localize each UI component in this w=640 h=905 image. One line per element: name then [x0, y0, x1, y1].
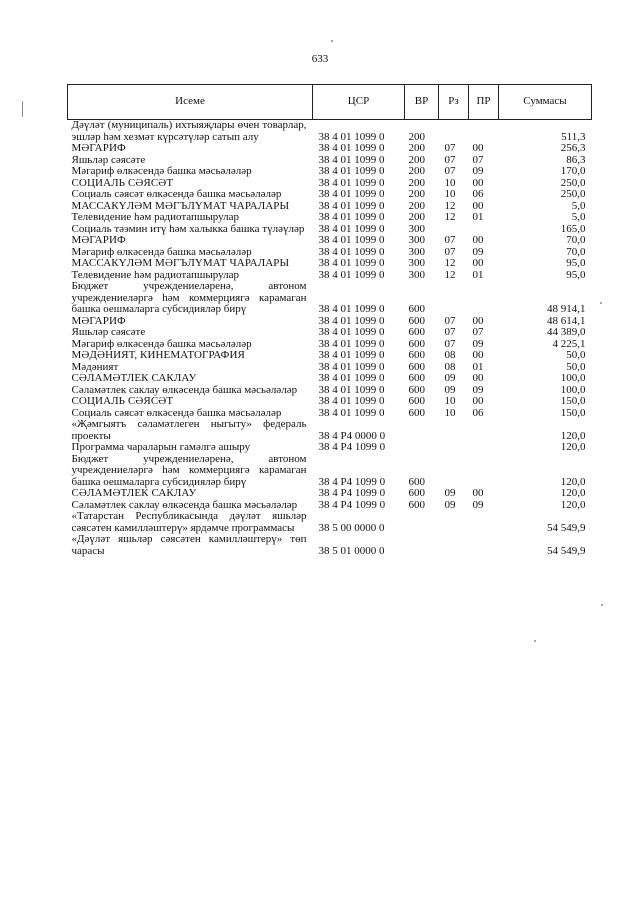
cell-rz: 09 [444, 383, 456, 396]
cell-csr: 38 4 01 1099 0 [318, 199, 385, 212]
cell-pr: 01 [472, 360, 484, 373]
table-row [68, 442, 592, 454]
cell-sum: 150,0 [560, 406, 586, 419]
table-row [68, 235, 592, 247]
cell-csr: 38 4 01 1099 0 [318, 349, 385, 361]
cell-sum: 50,0 [566, 349, 586, 361]
column-header-vr: ВР [405, 85, 439, 120]
scan-speck [22, 101, 23, 117]
cell-vr: 600 [408, 314, 425, 327]
cell-rz: 09 [444, 372, 456, 384]
cell-csr: 38 4 01 1099 0 [318, 165, 385, 177]
budget-table [67, 84, 592, 557]
cell-sum: 5,0 [571, 211, 586, 223]
cell-name: Дәүләт (муниципаль) ихтыяҗлары өчен товарлар, эшләр һәм хезмәт күрсәтүләр сатып алу [71, 119, 307, 143]
cell-pr [469, 281, 499, 316]
cell-sum: 120,0 [560, 475, 586, 488]
cell-vr: 600 [408, 349, 425, 361]
cell-vr: 600 [408, 395, 425, 407]
cell-csr: 38 4 01 1099 0 [318, 372, 385, 384]
table-row [68, 488, 592, 500]
cell-rz: 08 [444, 349, 456, 361]
cell-vr: 600 [408, 475, 425, 488]
cell-sum: 70,0 [566, 245, 586, 258]
cell-sum: 48 614,1 [547, 314, 586, 327]
cell-rz: 07 [444, 142, 456, 154]
cell-rz: 10 [444, 188, 456, 200]
cell-rz: 10 [444, 176, 456, 189]
cell-pr [469, 120, 499, 144]
cell-vr [405, 534, 439, 557]
cell-rz: 07 [444, 165, 456, 177]
cell-csr: 38 4 Р4 1099 0 [318, 441, 386, 453]
cell-pr [469, 419, 499, 442]
cell-sum: 120,0 [560, 429, 586, 442]
cell-name: МӘГАРИФ [71, 314, 126, 327]
cell-sum: 5,0 [571, 199, 586, 212]
cell-sum: 256,3 [560, 142, 586, 154]
cell-csr: 38 4 01 1099 0 [318, 383, 385, 396]
cell-csr: 38 4 Р4 1099 0 [318, 498, 386, 511]
cell-name: Социаль сәясәт өлкәсендә башка мәсьәләләр [71, 406, 282, 419]
cell-rz: 07 [444, 314, 456, 327]
cell-rz [439, 442, 469, 454]
cell-name: СӘЛАМӘТЛЕК САКЛАУ [71, 487, 197, 499]
cell-rz [439, 419, 469, 442]
cell-name: «Дәүләт яшьләр сәясәтен камилләштерү» төп чарасы [71, 533, 307, 557]
cell-pr: 00 [472, 395, 484, 407]
cell-name: МӘДӘНИЯТ, КИНЕМАТОГРАФИЯ [71, 349, 245, 361]
table-row [68, 350, 592, 362]
cell-rz: 07 [444, 153, 456, 166]
table-row [68, 212, 592, 224]
cell-pr: 00 [472, 257, 484, 269]
cell-vr: 200 [408, 211, 425, 223]
cell-sum: 120,0 [560, 498, 586, 511]
cell-rz: 07 [444, 326, 456, 338]
cell-name: Мәгариф өлкәсендә башка мәсьәләләр [71, 245, 252, 258]
cell-sum: 86,3 [566, 153, 586, 166]
cell-pr [469, 442, 499, 454]
cell-csr: 38 4 01 1099 0 [318, 142, 385, 154]
cell-csr: 38 4 01 1099 0 [318, 234, 385, 246]
table-body [68, 120, 592, 558]
column-header-csr: ЦСР [313, 85, 405, 120]
cell-rz [439, 511, 469, 534]
cell-name: Социаль сәясәт өлкәсендә башка мәсьәләләр [71, 188, 282, 200]
cell-name: Социаль тәэмин итү һәм халыкка башка түләүләр [71, 222, 305, 235]
column-header-sum: Суммасы [499, 85, 592, 120]
cell-sum: 170,0 [560, 165, 586, 177]
column-header-pr: ПР [469, 85, 499, 120]
cell-csr: 38 4 01 1099 0 [318, 188, 385, 200]
scan-speck [600, 302, 602, 304]
cell-name: МАССАКҮЛӘМ МӘГЪЛҮМАТ ЧАРАЛАРЫ [71, 199, 290, 212]
cell-pr: 06 [472, 406, 484, 419]
cell-rz [439, 120, 469, 144]
cell-pr: 00 [472, 142, 484, 154]
cell-vr: 300 [408, 234, 425, 246]
cell-rz: 07 [444, 234, 456, 246]
cell-pr: 09 [472, 383, 484, 396]
cell-name: СОЦИАЛЬ СӘЯСӘТ [71, 395, 174, 407]
cell-name: Бюджет учреждениеләренә, автоном учреждениеләргә һәм коммерциягә карамаган башка оешмаларга субсидияләр бирү [71, 280, 307, 315]
cell-rz: 07 [444, 337, 456, 350]
cell-name: Сәламәтлек саклау өлкәсендә башка мәсьәләләр [71, 498, 298, 511]
cell-pr: 00 [472, 372, 484, 384]
cell-sum: 54 549,9 [547, 521, 586, 534]
cell-csr: 38 4 01 1099 0 [318, 314, 385, 327]
column-header-rz: Рз [439, 85, 469, 120]
cell-vr: 600 [408, 406, 425, 419]
cell-vr: 200 [408, 176, 425, 189]
cell-vr: 600 [408, 383, 425, 396]
cell-sum: 70,0 [566, 234, 586, 246]
cell-csr: 38 4 Р4 1099 0 [318, 487, 386, 499]
table-row [68, 143, 592, 155]
table-header-row [68, 85, 592, 120]
cell-name: СОЦИАЛЬ СӘЯСӘТ [71, 176, 174, 189]
cell-sum: 54 549,9 [547, 544, 586, 557]
cell-name: Бюджет учреждениеләренә, автоном учреждениеләргә һәм коммерциягә карамаган башка оешмаларга субсидияләр бирү [71, 452, 307, 488]
cell-vr: 600 [408, 372, 425, 384]
cell-sum: 150,0 [560, 395, 586, 407]
cell-pr: 09 [472, 245, 484, 258]
table-row [68, 373, 592, 385]
cell-pr: 09 [472, 165, 484, 177]
cell-sum: 95,0 [566, 268, 586, 281]
cell-vr: 600 [408, 337, 425, 350]
cell-rz [439, 454, 469, 489]
cell-csr: 38 4 01 1099 0 [318, 268, 385, 281]
cell-csr: 38 4 01 1099 0 [318, 326, 385, 338]
cell-pr [469, 534, 499, 557]
cell-vr: 600 [408, 303, 425, 315]
cell-name: Яшьләр сәясәте [71, 153, 146, 166]
cell-sum: 120,0 [560, 441, 586, 453]
cell-pr: 00 [472, 199, 484, 212]
table-row [68, 419, 592, 442]
cell-rz [439, 534, 469, 557]
cell-pr: 01 [472, 211, 484, 223]
cell-name: Яшьләр сәясәте [71, 326, 146, 338]
cell-vr [405, 442, 439, 454]
cell-vr: 600 [408, 326, 425, 338]
cell-sum: 48 914,1 [547, 303, 586, 315]
table-row [68, 534, 592, 557]
cell-csr: 38 4 01 1099 0 [318, 245, 385, 258]
cell-vr: 200 [408, 199, 425, 212]
cell-rz: 09 [444, 487, 456, 499]
cell-csr: 38 4 01 1099 0 [318, 222, 385, 235]
cell-name: МӘГАРИФ [71, 234, 126, 246]
cell-csr: 38 4 01 1099 0 [318, 303, 385, 315]
cell-vr: 200 [408, 153, 425, 166]
cell-csr: 38 4 Р4 1099 0 [318, 475, 386, 488]
cell-csr: 38 4 01 1099 0 [318, 211, 385, 223]
cell-pr: 00 [472, 487, 484, 499]
cell-pr: 09 [472, 337, 484, 350]
cell-name: МӘГАРИФ [71, 142, 126, 154]
cell-vr: 200 [408, 188, 425, 200]
cell-vr: 300 [408, 245, 425, 258]
cell-rz: 12 [444, 211, 456, 223]
cell-pr: 00 [472, 234, 484, 246]
cell-rz: 12 [444, 268, 456, 281]
cell-name: МАССАКҮЛӘМ МӘГЪЛҮМАТ ЧАРАЛАРЫ [71, 257, 290, 269]
cell-rz: 08 [444, 360, 456, 373]
cell-pr: 07 [472, 326, 484, 338]
cell-vr [405, 511, 439, 534]
cell-sum: 250,0 [560, 176, 586, 189]
cell-name: Сәламәтлек саклау өлкәсендә башка мәсьәләләр [71, 383, 298, 396]
cell-csr: 38 4 01 1099 0 [318, 406, 385, 419]
table-row [68, 454, 592, 489]
cell-vr: 600 [408, 360, 425, 373]
cell-name: Телевидение һәм радиотапшырулар [71, 268, 240, 281]
table-row [68, 327, 592, 339]
table-row [68, 281, 592, 316]
cell-sum: 165,0 [560, 222, 586, 235]
cell-sum: 100,0 [560, 372, 586, 384]
cell-name: «Җәмгыятъ сәламәтлеген ныгыту» федераль проекты [71, 418, 307, 442]
cell-vr [405, 419, 439, 442]
cell-pr: 01 [472, 268, 484, 281]
cell-vr: 200 [408, 165, 425, 177]
cell-rz [439, 281, 469, 316]
cell-vr: 600 [408, 498, 425, 511]
cell-sum: 95,0 [566, 257, 586, 269]
cell-pr [469, 454, 499, 489]
column-header-name: Исеме [68, 85, 313, 120]
cell-csr: 38 5 00 0000 0 [318, 521, 385, 534]
cell-sum: 100,0 [560, 383, 586, 396]
table-row [68, 166, 592, 178]
cell-sum: 50,0 [566, 360, 586, 373]
cell-csr: 38 4 01 1099 0 [318, 153, 385, 166]
scan-speck [534, 640, 536, 642]
cell-csr: 38 4 01 1099 0 [318, 257, 385, 269]
cell-pr: 09 [472, 498, 484, 511]
table-row [68, 258, 592, 270]
cell-csr: 38 4 01 1099 0 [318, 360, 385, 373]
cell-name: Мәгариф өлкәсендә башка мәсьәләләр [71, 337, 252, 350]
cell-csr: 38 4 01 1099 0 [318, 395, 385, 407]
page-number: 633 [311, 53, 329, 65]
cell-rz: 10 [444, 406, 456, 419]
cell-csr: 38 4 01 1099 0 [318, 176, 385, 189]
cell-name: «Татарстан Республикасында дәүләт яшьләр сәясәтен камилләштерү» ярдәмче программасы [71, 510, 307, 534]
scan-speck [601, 604, 603, 606]
cell-vr: 600 [408, 487, 425, 499]
cell-name: Мәдәният [71, 360, 119, 373]
table-row [68, 189, 592, 201]
table-row [68, 120, 592, 144]
cell-csr: 38 4 01 1099 0 [318, 130, 385, 143]
cell-vr: 200 [408, 142, 425, 154]
cell-pr [469, 511, 499, 534]
table-row [68, 511, 592, 534]
cell-name: СӘЛАМӘТЛЕК САКЛАУ [71, 372, 197, 384]
cell-csr: 38 5 01 0000 0 [318, 544, 385, 557]
cell-vr: 300 [408, 268, 425, 281]
table-row [68, 396, 592, 408]
cell-csr: 38 4 01 1099 0 [318, 337, 385, 350]
cell-vr: 300 [408, 257, 425, 269]
cell-rz: 12 [444, 257, 456, 269]
cell-pr: 00 [472, 349, 484, 361]
cell-rz: 07 [444, 245, 456, 258]
cell-name: Мәгариф өлкәсендә башка мәсьәләләр [71, 165, 252, 177]
cell-csr: 38 4 Р4 0000 0 [318, 429, 386, 442]
cell-sum: 4 225,1 [552, 337, 586, 350]
cell-pr: 07 [472, 153, 484, 166]
cell-sum: 44 389,0 [547, 326, 586, 338]
cell-rz: 12 [444, 199, 456, 212]
cell-pr: 06 [472, 188, 484, 200]
cell-sum: 250,0 [560, 188, 586, 200]
cell-name: Программа чараларын гамәлгә ашыру [71, 441, 251, 453]
cell-pr: 00 [472, 176, 484, 189]
cell-rz: 09 [444, 498, 456, 511]
scan-speck [331, 40, 333, 42]
cell-rz: 10 [444, 395, 456, 407]
cell-name: Телевидение һәм радиотапшырулар [71, 211, 240, 223]
cell-vr: 300 [408, 222, 425, 235]
cell-vr: 200 [408, 130, 425, 143]
cell-sum: 511,3 [561, 130, 586, 143]
cell-pr: 00 [472, 314, 484, 327]
cell-sum: 120,0 [560, 487, 586, 499]
